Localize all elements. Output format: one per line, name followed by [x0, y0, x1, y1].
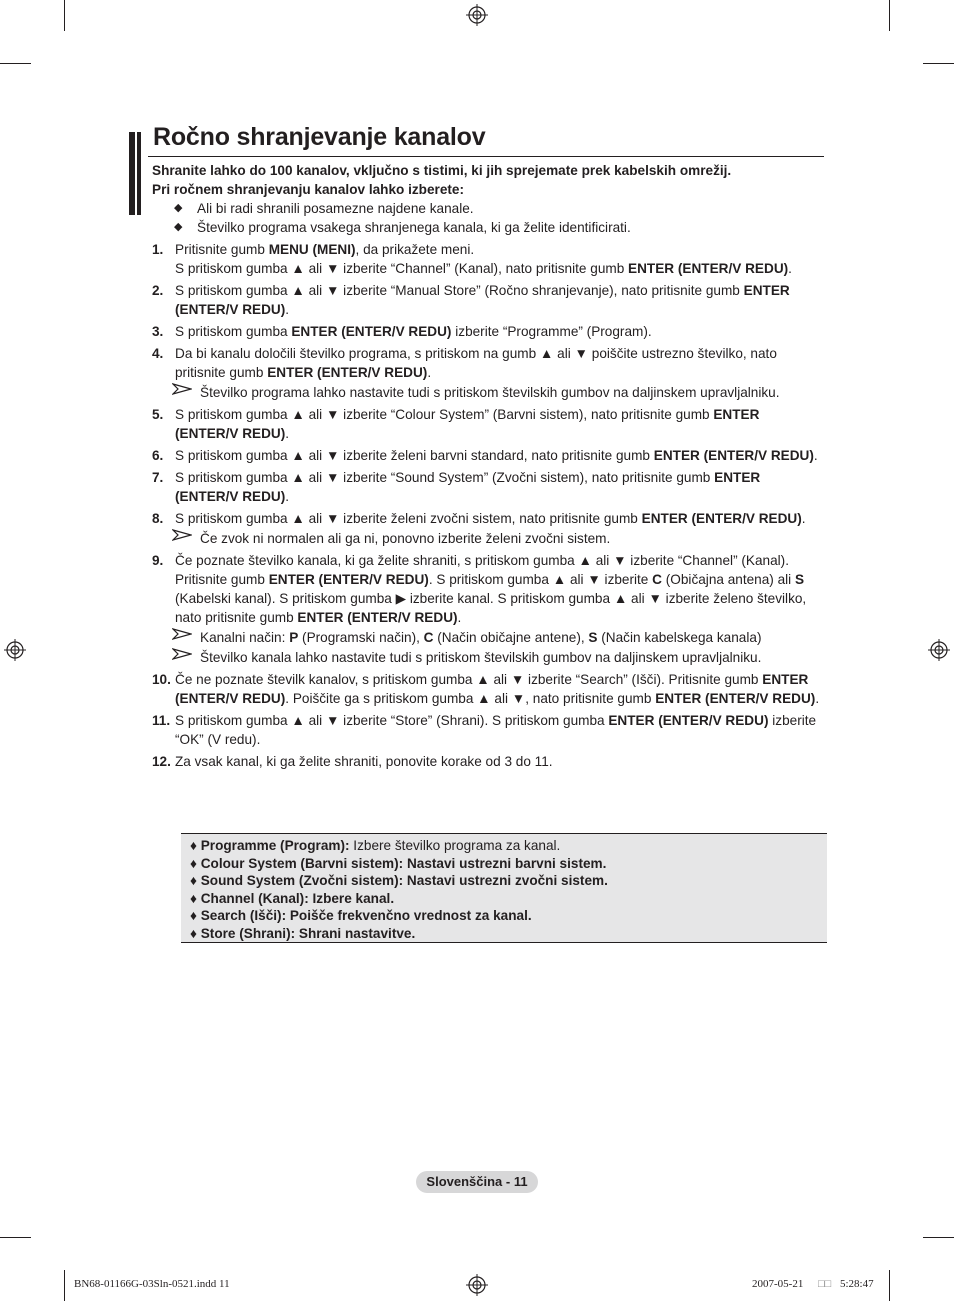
bold-text: ENTER (ENTER/V REDU): [175, 283, 790, 317]
title-accent-bar: [129, 132, 135, 215]
step-text: [175, 752, 824, 771]
registration-mark-icon: [466, 1274, 488, 1296]
step-number: 11.: [152, 713, 171, 728]
registration-mark-icon: [466, 4, 488, 26]
step-number: 3.: [152, 324, 164, 339]
text-run: . Poiščite ga s pritiskom gumba ▲ ali ▼, nato pritisnite gumb: [285, 691, 656, 706]
step-text: [175, 259, 824, 278]
text-run: Kanalni način:: [200, 630, 290, 645]
step-number: 12.: [152, 754, 171, 769]
text-run: .: [427, 365, 432, 380]
step-note: [152, 648, 824, 667]
step-number: 8.: [152, 511, 164, 526]
text-run: .: [788, 261, 792, 276]
step-note: [152, 529, 824, 548]
step-note: [152, 628, 824, 647]
crop-mark: [923, 63, 954, 64]
step-text: [175, 468, 824, 506]
step-item: [152, 405, 824, 443]
step-number: 1.: [152, 242, 164, 257]
step-number: 4.: [152, 346, 164, 361]
bold-text: ENTER (ENTER/V REDU): [655, 691, 816, 706]
text-run: S pritiskom gumba ▲ ali ▼ izberite želeni zvočni sistem, nato pritisnite gumb: [175, 511, 642, 526]
text-run: (Programski način),: [298, 630, 424, 645]
bold-text: ENTER (ENTER/V REDU): [175, 672, 809, 706]
intro-line: Shranite lahko do 100 kanalov, vključno s tistimi, ki jih sprejemate prek kabelskih omrežij.: [152, 163, 732, 178]
info-row: [190, 907, 827, 925]
text-run: Da bi kanalu določili številko programa, s pritiskom na gumb ▲ ali ▼ poiščite ustrezno številko, nato pritisnite gumb: [175, 346, 777, 380]
step-item: [152, 752, 824, 771]
step-item: [152, 551, 824, 627]
slug-file: BN68-01166G-03Sln-0521.indd 11: [74, 1278, 230, 1290]
info-row: [190, 925, 827, 943]
diamond-bullet-icon: ♦: [190, 873, 201, 888]
text-run: .: [285, 426, 290, 441]
info-box: [181, 833, 827, 943]
diamond-bullet-icon: ◆: [174, 221, 183, 233]
page-title: Ročno shranjevanje kanalov: [153, 123, 486, 151]
bold-text: ENTER (ENTER/V REDU): [628, 261, 789, 276]
text-run: Številko programa lahko nastavite tudi s pritiskom številskih gumbov na daljinskem upravljalniku.: [200, 385, 780, 400]
text-run: Če poznate številko kanala, ki ga želite shraniti, s pritiskom gumba ▲ ali ▼ izberite “Channel” (Kanal). Pritisnite gumb: [175, 553, 789, 587]
text-run: S pritiskom gumba ▲ ali ▼ izberite “Sound System” (Zvočni sistem), nato pritisnite gumb: [175, 470, 715, 485]
step-number: 2.: [152, 283, 164, 298]
text-run: .: [801, 511, 806, 526]
bold-text: ENTER (ENTER/V REDU): [268, 572, 429, 587]
text-run: Če zvok ni normalen ali ga ni, ponovno izberite želeni zvočni sistem.: [200, 531, 611, 546]
step-item: [152, 446, 824, 465]
note-arrow-icon: [172, 647, 192, 661]
step-number: 7.: [152, 470, 164, 485]
text-run: . S pritiskom gumba ▲ ali ▼ izberite: [428, 572, 653, 587]
note-arrow-icon: [172, 382, 192, 396]
step-item: [152, 322, 824, 341]
step-item: [152, 281, 824, 319]
text-run: , da prikažete meni.: [355, 242, 475, 257]
bold-text: P: [289, 630, 299, 645]
step-text: [175, 405, 824, 443]
text-run: .: [815, 691, 820, 706]
bold-text: ENTER (ENTER/V REDU): [608, 713, 769, 728]
info-label: Sound System (Zvočni sistem): Nastavi ustrezni zvočni sistem.: [200, 873, 608, 888]
crop-mark: [64, 1270, 65, 1301]
crop-mark: [889, 1270, 890, 1301]
step-note: [152, 383, 824, 402]
diamond-bullet-icon: ◆: [174, 202, 183, 214]
text-run: Pritisnite gumb: [175, 242, 269, 257]
bullet-item: ◆ Ali bi radi shranili posamezne najdene kanale.: [174, 201, 474, 216]
step-text: [175, 322, 824, 341]
step-item: [152, 344, 824, 382]
text-run: (Običajna antena) ali: [661, 572, 795, 587]
diamond-bullet-icon: ♦: [190, 890, 201, 906]
text-run: .: [813, 448, 818, 463]
text-run: Številko kanala lahko nastavite tudi s pritiskom številskih gumbov na daljinskem upravljalniku.: [200, 650, 762, 665]
bold-text: C: [652, 572, 662, 587]
bold-text: MENU (MENI): [268, 242, 356, 257]
registration-mark-icon: [4, 639, 26, 661]
diamond-bullet-icon: ♦: [190, 908, 201, 923]
info-row: [190, 872, 827, 890]
text-run: S pritiskom gumba: [175, 324, 292, 339]
step-text: [175, 344, 824, 382]
info-label: Channel (Kanal): Izbere kanal.: [200, 890, 395, 906]
slug-boxes: □□: [818, 1278, 832, 1290]
step-item: [152, 468, 824, 506]
diamond-bullet-icon: ♦: [190, 925, 201, 941]
step-text: [175, 551, 824, 627]
text-run: .: [285, 489, 290, 504]
info-label: Store (Shrani): Shrani nastavitve.: [200, 925, 416, 941]
bold-text: ENTER (ENTER/V REDU): [175, 470, 761, 504]
text-run: .: [457, 610, 462, 625]
diamond-bullet-icon: ♦: [190, 838, 201, 853]
slug-time: 5:28:47: [840, 1278, 874, 1290]
text-run: S pritiskom gumba ▲ ali ▼ izberite “Channel” (Kanal), nato pritisnite gumb: [175, 261, 629, 276]
registration-mark-icon: [928, 639, 950, 661]
text-run: Za vsak kanal, ki ga želite shraniti, ponovite korake od 3 do 11.: [175, 754, 553, 769]
step-text: [175, 711, 824, 749]
step-text: [175, 281, 824, 319]
step-item: [152, 509, 824, 528]
crop-mark: [923, 1237, 954, 1238]
bold-text: ENTER (ENTER/V REDU): [653, 448, 814, 463]
text-run: S pritiskom gumba ▲ ali ▼ izberite “Colour System” (Barvni sistem), nato pritisnite gumb: [175, 407, 714, 422]
bold-text: ENTER (ENTER/V REDU): [267, 365, 428, 380]
crop-mark: [0, 63, 31, 64]
text-run: (Način običajne antene),: [433, 630, 589, 645]
step-text: [175, 509, 824, 528]
bold-text: ENTER (ENTER/V REDU): [641, 511, 802, 526]
title-accent-bar: [137, 132, 141, 215]
text-run: Če ne poznate številk kanalov, s pritiskom gumba ▲ ali ▼ izberite “Search” (Išči). Pritisnite gumb: [175, 672, 763, 687]
bold-text: S: [588, 630, 598, 645]
step-number: 10.: [152, 672, 171, 687]
text-run: izberite “Programme” (Program).: [451, 324, 652, 339]
text-run: (Kabelski kanal). S pritiskom gumba ▶ izberite kanal. S pritiskom gumba ▲ ali ▼ izberite želeno številko, nato pritisnite gumb: [175, 591, 807, 625]
step-item: [152, 711, 824, 749]
text-run: S pritiskom gumba ▲ ali ▼ izberite želeni barvni standard, nato pritisnite gumb: [175, 448, 654, 463]
bold-text: ENTER (ENTER/V REDU): [297, 610, 458, 625]
text-run: S pritiskom gumba ▲ ali ▼ izberite “Manual Store” (Ročno shranjevanje), nato pritisnite gumb: [175, 283, 744, 298]
note-arrow-icon: [172, 627, 192, 641]
main-content: [152, 161, 824, 771]
step-item: [152, 240, 824, 278]
info-text: Izbere številko programa za kanal.: [349, 838, 561, 853]
slug-date: 2007-05-21: [752, 1278, 804, 1290]
steps-list: [152, 240, 824, 771]
intro-line: Pri ročnem shranjevanju kanalov lahko izberete:: [152, 182, 465, 197]
info-label: Colour System (Barvni sistem): Nastavi ustrezni barvni sistem.: [200, 855, 607, 871]
step-number: 6.: [152, 448, 164, 463]
step-text: [175, 446, 824, 465]
info-label: Programme (Program):: [200, 838, 350, 853]
page-footer: Slovenščina - 11: [416, 1171, 538, 1193]
text-run: S pritiskom gumba ▲ ali ▼ izberite “Store” (Shrani). S pritiskom gumba: [175, 713, 609, 728]
bullet-item: ◆ Številko programa vsakega shranjenega kanala, ki ga želite identificirati.: [174, 220, 631, 235]
crop-mark: [0, 1237, 31, 1238]
text-run: (Način kabelskega kanala): [597, 630, 762, 645]
step-number: 5.: [152, 407, 164, 422]
info-label: Search (Išči): Poišče frekvenčno vrednost za kanal.: [200, 908, 532, 923]
bold-text: ENTER (ENTER/V REDU): [291, 324, 452, 339]
text-run: izberite “OK” (V redu).: [175, 713, 817, 747]
title-rule: [148, 156, 824, 157]
bold-text: S: [794, 572, 805, 587]
step-item: [152, 670, 824, 708]
note-arrow-icon: [172, 528, 192, 542]
bold-text: C: [423, 630, 434, 645]
crop-mark: [64, 0, 65, 31]
info-row: [190, 837, 827, 855]
info-row: [190, 855, 827, 873]
info-row: [190, 890, 827, 908]
diamond-bullet-icon: ♦: [190, 855, 201, 871]
step-text: [175, 670, 824, 708]
step-text: [175, 240, 824, 259]
bold-text: ENTER (ENTER/V REDU): [175, 407, 760, 441]
crop-mark: [889, 0, 890, 31]
step-number: 9.: [152, 553, 164, 568]
text-run: .: [285, 302, 290, 317]
